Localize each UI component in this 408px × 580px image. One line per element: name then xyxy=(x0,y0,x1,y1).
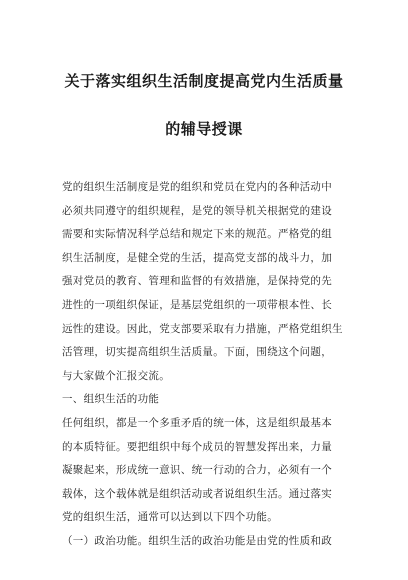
document-title-line-2: 的辅导授课 xyxy=(165,120,243,138)
body-line: 必须共同遵守的组织规程，是党的领导机关根据党的建设 xyxy=(62,204,332,217)
body-line: 活管理，切实提高组织生活质量。下面，围绕这个问题， xyxy=(62,346,332,359)
body-line: 远性的建设。因此，党支部要采取有力措施，严格党组织生 xyxy=(62,322,343,335)
section-heading: 一、组织生活的功能 xyxy=(62,393,160,406)
body-line: 党的组织生活，通常可以达到以下四个功能。 xyxy=(62,511,278,524)
body-line: 党的组织生活制度是党的组织和党员在党内的各种活动中 xyxy=(62,181,332,193)
document-body xyxy=(62,176,356,554)
body-line: 凝聚起来，形成统一意识、统一行动的合力，必须有一个 xyxy=(62,464,332,477)
body-line: 织生活制度，是健全党的生活，提高党支部的战斗力，加 xyxy=(62,251,332,264)
body-line: 的本质特征。要把组织中每个成员的智慧发挥出来，力量 xyxy=(62,440,332,453)
body-line: 强对党员的教育、管理和监督的有效措施，是保持党的先 xyxy=(62,275,332,288)
subsection-line: （一）政治功能。组织生活的政治功能是由党的性质和政 xyxy=(62,534,332,547)
document-title-line-1: 关于落实组织生活制度提高党内生活质量 xyxy=(64,72,344,90)
body-line: 与大家做个汇报交流。 xyxy=(62,369,170,382)
body-line: 任何组织，都是一个多重矛盾的统一体，这是组织最基本 xyxy=(62,416,332,429)
body-line: 载体，这个载体就是组织活动或者说组织生活。通过落实 xyxy=(62,487,332,500)
body-line: 进性的一项组织保证，是基层党组织的一项带根本性、长 xyxy=(62,298,332,311)
body-line: 需要和实际情况科学总结和规定下来的规范。严格党的组 xyxy=(62,228,332,241)
